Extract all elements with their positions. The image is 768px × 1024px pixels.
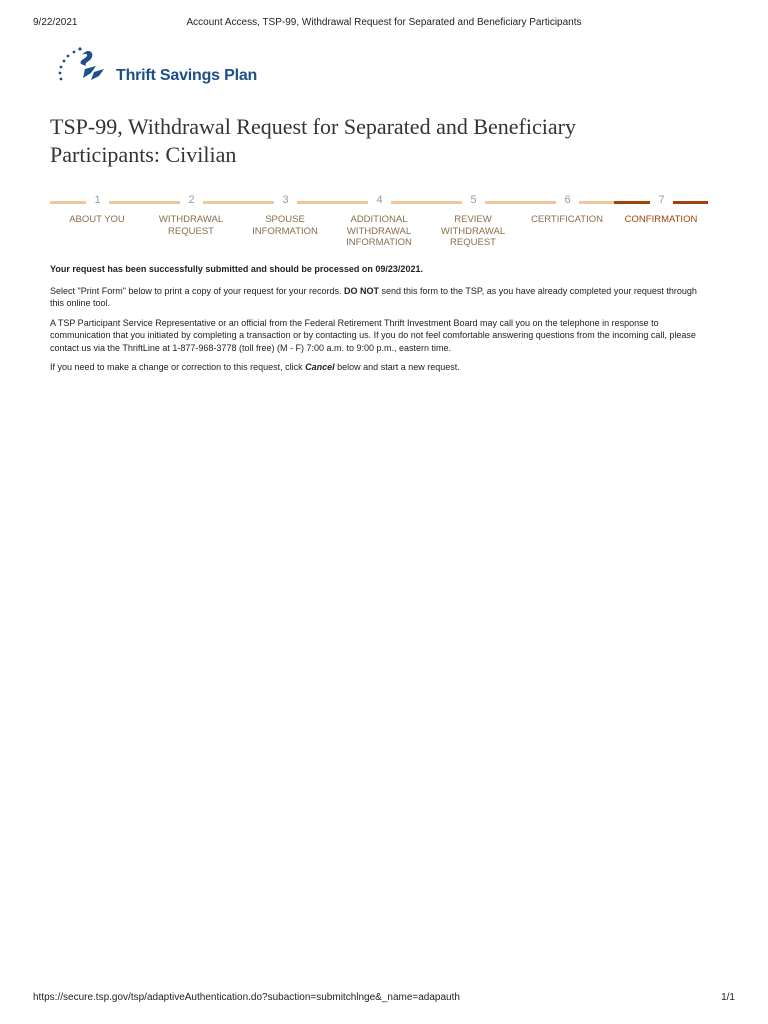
step-label: CONFIRMATION (624, 214, 698, 225)
step-bar (673, 201, 708, 204)
step-bar (520, 201, 556, 204)
progress-stepper (50, 192, 708, 256)
representative-notice: A TSP Participant Service Representative or an official from the Federal Retirement Thrift Investment Board may call you on the telephone in response to communication that you initiated by completing a transaction or by contacting us. If you do not feel comfortable answering questions from the incoming call, please contact us via the ThriftLine at 1-877-968-3778 (toll free) (M - F) 7:00 a.m. to 9:00 p.m., eastern time. (50, 317, 696, 353)
step-bar (109, 201, 144, 204)
step-7 (614, 192, 708, 256)
change-instructions-text-end: below and start a new request. (334, 362, 460, 372)
step-label: CERTIFICATION (531, 214, 603, 225)
step-number: 6 (564, 194, 571, 206)
step-number: 5 (470, 194, 477, 206)
print-page-count: 1/1 (721, 992, 735, 1003)
print-document-title: Account Access, TSP-99, Withdrawal Request for Separated and Beneficiary Participants (186, 17, 582, 28)
step-bar (391, 201, 426, 204)
step-2[interactable] (144, 192, 238, 256)
step-number: 4 (376, 194, 383, 206)
print-header (33, 17, 735, 31)
step-3[interactable] (238, 192, 332, 256)
step-4[interactable] (332, 192, 426, 256)
step-bar (203, 201, 238, 204)
print-instructions-text: Select "Print Form" below to print a copy of your request for your records. (50, 285, 345, 296)
step-bar (144, 201, 180, 204)
confirmation-content (50, 263, 710, 381)
step-bar (614, 201, 650, 204)
step-bar (485, 201, 520, 204)
step-number: 3 (282, 194, 289, 206)
step-number: 7 (658, 194, 665, 206)
print-url: https://secure.tsp.gov/tsp/adaptiveAuthentication.do?subaction=submitchlnge&_name=adapauth (33, 992, 460, 1003)
do-not-emphasis: DO NOT (344, 285, 380, 296)
print-footer (33, 992, 735, 1006)
cancel-link[interactable]: Cancel (305, 362, 335, 372)
step-bar (426, 201, 462, 204)
step-bar (50, 201, 86, 204)
print-instructions (50, 285, 710, 310)
step-bar (297, 201, 332, 204)
step-bar (332, 201, 368, 204)
change-instructions-text: If you need to make a change or correction to this request, click (50, 362, 306, 372)
step-5[interactable] (426, 192, 520, 256)
step-label: SPOUSE INFORMATION (252, 214, 318, 237)
step-label: ABOUT YOU (69, 214, 125, 225)
print-date: 9/22/2021 (33, 17, 78, 28)
tsp-logo-text: Thrift Savings Plan (116, 67, 258, 84)
step-number: 2 (188, 194, 195, 206)
step-label: WITHDRAWAL REQUEST (158, 214, 224, 237)
tsp-logo[interactable] (58, 42, 258, 92)
step-bar (238, 201, 274, 204)
step-1[interactable] (50, 192, 144, 256)
step-6[interactable] (520, 192, 614, 256)
tsp-logo-icon (58, 42, 118, 92)
step-label: ADDITIONAL WITHDRAWAL INFORMATION (346, 214, 412, 248)
success-message: Your request has been successfully submitted and should be processed on 09/23/2021. (50, 264, 423, 274)
page-title: TSP-99, Withdrawal Request for Separated and Beneficiary Participants: Civilian (50, 114, 576, 167)
step-label: REVIEW WITHDRAWAL REQUEST (440, 214, 506, 248)
change-instructions (50, 361, 710, 374)
print-instructions-text-end: send this form to the TSP, as you have already completed your request through this online tool. (50, 285, 697, 308)
step-number: 1 (94, 194, 101, 206)
step-bar (579, 201, 614, 204)
